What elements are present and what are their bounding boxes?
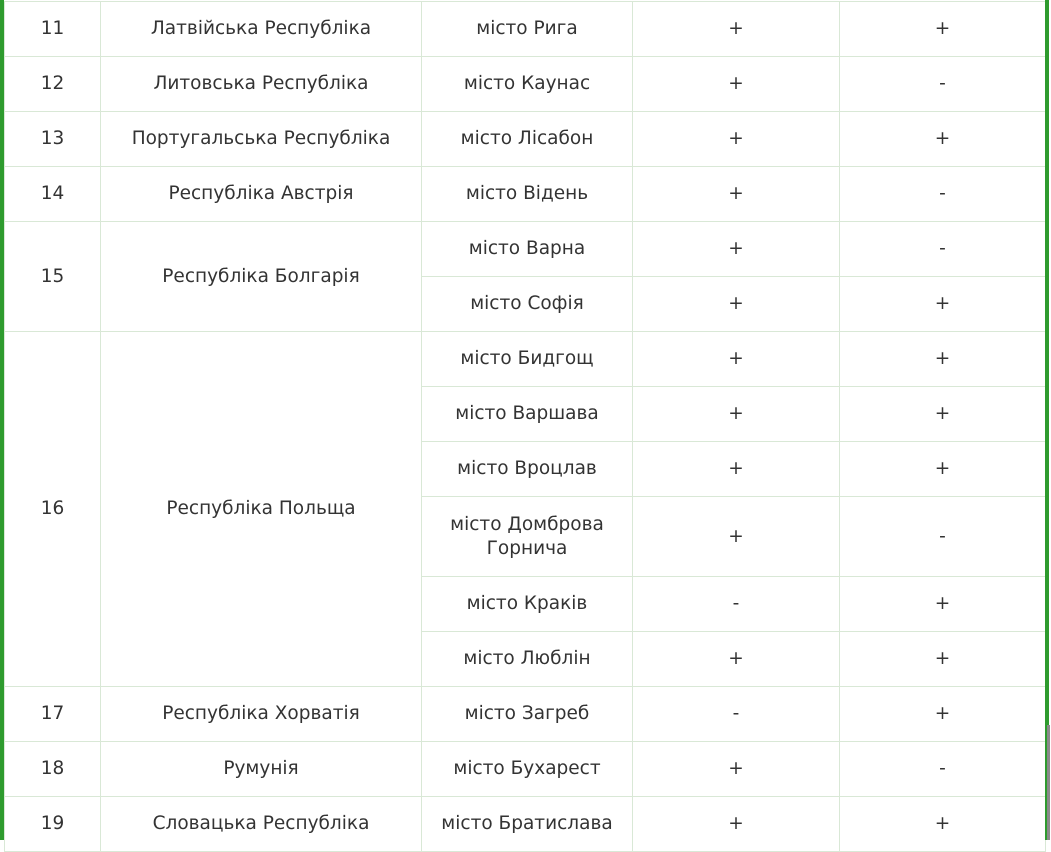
mark-col-b: +: [840, 577, 1046, 632]
mark-col-a: +: [633, 797, 840, 852]
city-name: місто Братислава: [422, 797, 633, 852]
row-number: 11: [5, 2, 101, 57]
city-name: місто Люблін: [422, 632, 633, 687]
scrollbar-thumb[interactable]: [1047, 725, 1050, 840]
row-number: 13: [5, 112, 101, 167]
table-row: [5, 687, 1046, 742]
mark-col-a: +: [633, 57, 840, 112]
city-name: місто Бидгощ: [422, 332, 633, 387]
country-name: Латвійська Республіка: [101, 2, 422, 57]
right-border: [1045, 0, 1049, 840]
row-number: 16: [5, 332, 101, 687]
city-name: місто Загреб: [422, 687, 633, 742]
mark-col-a: +: [633, 442, 840, 497]
row-number: 17: [5, 687, 101, 742]
mark-col-a: +: [633, 332, 840, 387]
city-name: місто Рига: [422, 2, 633, 57]
city-name: місто Варшава: [422, 387, 633, 442]
table-row: [5, 222, 1046, 277]
country-name: Республіка Болгарія: [101, 222, 422, 332]
city-name: місто Краків: [422, 577, 633, 632]
mark-col-a: -: [633, 577, 840, 632]
country-name: Литовська Республіка: [101, 57, 422, 112]
mark-col-b: -: [840, 57, 1046, 112]
row-number: 18: [5, 742, 101, 797]
mark-col-a: +: [633, 497, 840, 577]
city-name: місто Бухарест: [422, 742, 633, 797]
mark-col-b: +: [840, 797, 1046, 852]
mark-col-b: -: [840, 167, 1046, 222]
mark-col-a: +: [633, 222, 840, 277]
mark-col-a: +: [633, 277, 840, 332]
table-row: [5, 2, 1046, 57]
mark-col-a: +: [633, 112, 840, 167]
country-name: Республіка Хорватія: [101, 687, 422, 742]
city-name: місто Домброва Горнича: [422, 497, 633, 577]
row-number: 14: [5, 167, 101, 222]
mark-col-b: +: [840, 632, 1046, 687]
mark-col-b: +: [840, 332, 1046, 387]
mark-col-b: -: [840, 497, 1046, 577]
country-name: Португальська Республіка: [101, 112, 422, 167]
mark-col-a: +: [633, 632, 840, 687]
city-name: місто Вроцлав: [422, 442, 633, 497]
city-name: місто Каунас: [422, 57, 633, 112]
mark-col-b: +: [840, 112, 1046, 167]
mark-col-b: -: [840, 742, 1046, 797]
table-row: [5, 332, 1046, 387]
mark-col-b: +: [840, 687, 1046, 742]
city-name: місто Відень: [422, 167, 633, 222]
country-name: Республіка Австрія: [101, 167, 422, 222]
row-number: 19: [5, 797, 101, 852]
table-row: [5, 112, 1046, 167]
city-name: місто Софія: [422, 277, 633, 332]
country-city-table: [4, 1, 1046, 852]
mark-col-b: +: [840, 442, 1046, 497]
city-name: місто Варна: [422, 222, 633, 277]
mark-col-a: +: [633, 387, 840, 442]
table-row: [5, 742, 1046, 797]
mark-col-a: +: [633, 742, 840, 797]
mark-col-a: -: [633, 687, 840, 742]
mark-col-b: +: [840, 2, 1046, 57]
country-name: Словацька Республіка: [101, 797, 422, 852]
mark-col-a: +: [633, 167, 840, 222]
mark-col-b: -: [840, 222, 1046, 277]
row-number: 15: [5, 222, 101, 332]
row-number: 12: [5, 57, 101, 112]
mark-col-a: +: [633, 2, 840, 57]
table-row: [5, 797, 1046, 852]
table-row: [5, 57, 1046, 112]
mark-col-b: +: [840, 277, 1046, 332]
table-row: [5, 167, 1046, 222]
country-name: Румунія: [101, 742, 422, 797]
mark-col-b: +: [840, 387, 1046, 442]
country-name: Республіка Польща: [101, 332, 422, 687]
city-name: місто Лісабон: [422, 112, 633, 167]
